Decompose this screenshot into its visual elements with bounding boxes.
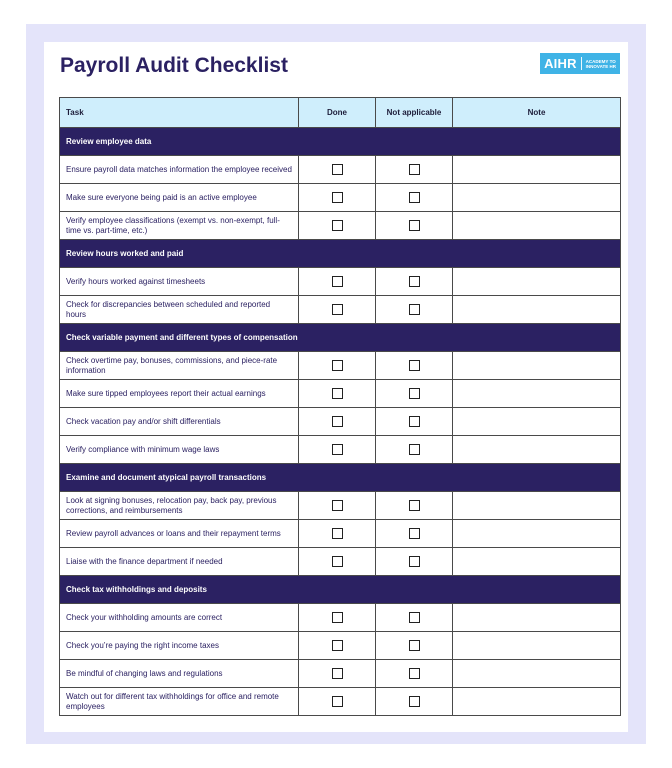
not-applicable-checkbox[interactable]: [409, 556, 420, 567]
section-header-row: [60, 324, 621, 352]
note-field[interactable]: [453, 436, 621, 464]
note-field[interactable]: [453, 212, 621, 240]
section-title: Examine and document atypical payroll transactions: [60, 464, 621, 492]
task-text: Watch out for different tax withholdings for office and remote employees: [60, 688, 299, 716]
task-text: Verify hours worked against timesheets: [60, 268, 299, 296]
done-checkbox[interactable]: [332, 696, 343, 707]
done-checkbox[interactable]: [332, 164, 343, 175]
section-header-row: [60, 464, 621, 492]
not-applicable-checkbox[interactable]: [409, 500, 420, 511]
done-checkbox-cell: [299, 436, 376, 464]
task-row: [60, 380, 621, 408]
not-applicable-checkbox[interactable]: [409, 276, 420, 287]
logo-tagline: [586, 59, 616, 69]
done-checkbox[interactable]: [332, 220, 343, 231]
checklist-page: [44, 42, 628, 732]
table-header-row: [60, 98, 621, 128]
task-row: [60, 604, 621, 632]
not-applicable-checkbox[interactable]: [409, 444, 420, 455]
done-checkbox[interactable]: [332, 388, 343, 399]
task-text: Make sure tipped employees report their actual earnings: [60, 380, 299, 408]
done-checkbox[interactable]: [332, 640, 343, 651]
task-row: [60, 184, 621, 212]
task-text: Ensure payroll data matches information the employee received: [60, 156, 299, 184]
done-checkbox-cell: [299, 184, 376, 212]
done-checkbox-cell: [299, 268, 376, 296]
note-field[interactable]: [453, 184, 621, 212]
not-applicable-checkbox-cell: [376, 212, 453, 240]
task-text: Check vacation pay and/or shift differentials: [60, 408, 299, 436]
task-row: [60, 688, 621, 716]
done-checkbox-cell: [299, 492, 376, 520]
not-applicable-checkbox-cell: [376, 492, 453, 520]
done-checkbox[interactable]: [332, 612, 343, 623]
logo-mark: AIHR: [544, 56, 577, 71]
task-row: [60, 436, 621, 464]
task-row: [60, 408, 621, 436]
not-applicable-checkbox-cell: [376, 408, 453, 436]
not-applicable-checkbox-cell: [376, 688, 453, 716]
done-checkbox-cell: [299, 688, 376, 716]
done-checkbox[interactable]: [332, 360, 343, 371]
task-text: Review payroll advances or loans and their repayment terms: [60, 520, 299, 548]
section-title: Check tax withholdings and deposits: [60, 576, 621, 604]
page-title: Payroll Audit Checklist: [60, 54, 288, 77]
logo-tagline-line-2: INNOVATE HR: [585, 63, 616, 69]
column-header-done: Done: [299, 98, 376, 128]
task-text: Check overtime pay, bonuses, commissions, and piece-rate information: [60, 352, 299, 380]
note-field[interactable]: [453, 380, 621, 408]
note-field[interactable]: [453, 604, 621, 632]
done-checkbox-cell: [299, 632, 376, 660]
done-checkbox-cell: [299, 604, 376, 632]
not-applicable-checkbox-cell: [376, 380, 453, 408]
task-text: Check you’re paying the right income taxes: [60, 632, 299, 660]
not-applicable-checkbox[interactable]: [409, 640, 420, 651]
done-checkbox-cell: [299, 408, 376, 436]
section-title: Check variable payment and different types of compensation: [60, 324, 621, 352]
note-field[interactable]: [453, 296, 621, 324]
not-applicable-checkbox-cell: [376, 520, 453, 548]
task-text: Check your withholding amounts are correct: [60, 604, 299, 632]
section-title: Review employee data: [60, 128, 621, 156]
done-checkbox-cell: [299, 380, 376, 408]
done-checkbox-cell: [299, 520, 376, 548]
task-text: Be mindful of changing laws and regulations: [60, 660, 299, 688]
task-row: [60, 352, 621, 380]
not-applicable-checkbox[interactable]: [409, 612, 420, 623]
done-checkbox[interactable]: [332, 276, 343, 287]
not-applicable-checkbox-cell: [376, 156, 453, 184]
done-checkbox[interactable]: [332, 444, 343, 455]
checklist-table: [59, 97, 621, 716]
task-text: Make sure everyone being paid is an active employee: [60, 184, 299, 212]
note-field[interactable]: [453, 688, 621, 716]
section-header-row: [60, 128, 621, 156]
task-text: Check for discrepancies between scheduled and reported hours: [60, 296, 299, 324]
not-applicable-checkbox-cell: [376, 352, 453, 380]
task-row: [60, 212, 621, 240]
not-applicable-checkbox[interactable]: [409, 388, 420, 399]
task-row: [60, 632, 621, 660]
not-applicable-checkbox[interactable]: [409, 528, 420, 539]
task-text: Look at signing bonuses, relocation pay, back pay, previous corrections, and reimbursements: [60, 492, 299, 520]
not-applicable-checkbox-cell: [376, 436, 453, 464]
task-row: [60, 520, 621, 548]
section-header-row: [60, 576, 621, 604]
aihr-logo: [540, 53, 620, 74]
not-applicable-checkbox-cell: [376, 296, 453, 324]
task-text: Liaise with the finance department if needed: [60, 548, 299, 576]
not-applicable-checkbox[interactable]: [409, 192, 420, 203]
done-checkbox-cell: [299, 548, 376, 576]
column-header-note: Note: [453, 98, 621, 128]
done-checkbox[interactable]: [332, 528, 343, 539]
task-row: [60, 296, 621, 324]
task-row: [60, 492, 621, 520]
not-applicable-checkbox[interactable]: [409, 220, 420, 231]
not-applicable-checkbox-cell: [376, 604, 453, 632]
done-checkbox-cell: [299, 296, 376, 324]
not-applicable-checkbox[interactable]: [409, 164, 420, 175]
done-checkbox-cell: [299, 156, 376, 184]
note-field[interactable]: [453, 352, 621, 380]
note-field[interactable]: [453, 408, 621, 436]
note-field[interactable]: [453, 520, 621, 548]
not-applicable-checkbox-cell: [376, 268, 453, 296]
not-applicable-checkbox[interactable]: [409, 304, 420, 315]
task-text: Verify compliance with minimum wage laws: [60, 436, 299, 464]
task-text: Verify employee classifications (exempt vs. non-exempt, full-time vs. part-time, etc.): [60, 212, 299, 240]
note-field[interactable]: [453, 548, 621, 576]
not-applicable-checkbox-cell: [376, 184, 453, 212]
not-applicable-checkbox-cell: [376, 660, 453, 688]
done-checkbox[interactable]: [332, 192, 343, 203]
note-field[interactable]: [453, 156, 621, 184]
not-applicable-checkbox-cell: [376, 548, 453, 576]
done-checkbox[interactable]: [332, 668, 343, 679]
task-row: [60, 268, 621, 296]
note-field[interactable]: [453, 492, 621, 520]
task-row: [60, 548, 621, 576]
logo-divider: [581, 57, 582, 70]
not-applicable-checkbox[interactable]: [409, 416, 420, 427]
task-row: [60, 660, 621, 688]
done-checkbox[interactable]: [332, 500, 343, 511]
column-header-not-applicable: Not applicable: [376, 98, 453, 128]
task-row: [60, 156, 621, 184]
not-applicable-checkbox[interactable]: [409, 360, 420, 371]
section-header-row: [60, 240, 621, 268]
section-title: Review hours worked and paid: [60, 240, 621, 268]
not-applicable-checkbox[interactable]: [409, 696, 420, 707]
note-field[interactable]: [453, 632, 621, 660]
not-applicable-checkbox[interactable]: [409, 668, 420, 679]
column-header-task: Task: [60, 98, 299, 128]
note-field[interactable]: [453, 268, 621, 296]
done-checkbox[interactable]: [332, 416, 343, 427]
page-background: [26, 24, 646, 744]
checklist-body: [60, 128, 621, 716]
done-checkbox-cell: [299, 212, 376, 240]
note-field[interactable]: [453, 660, 621, 688]
done-checkbox[interactable]: [332, 556, 343, 567]
done-checkbox-cell: [299, 660, 376, 688]
logo-tagline-line-1: ACADEMY TO: [585, 58, 616, 64]
not-applicable-checkbox-cell: [376, 632, 453, 660]
done-checkbox-cell: [299, 352, 376, 380]
done-checkbox[interactable]: [332, 304, 343, 315]
